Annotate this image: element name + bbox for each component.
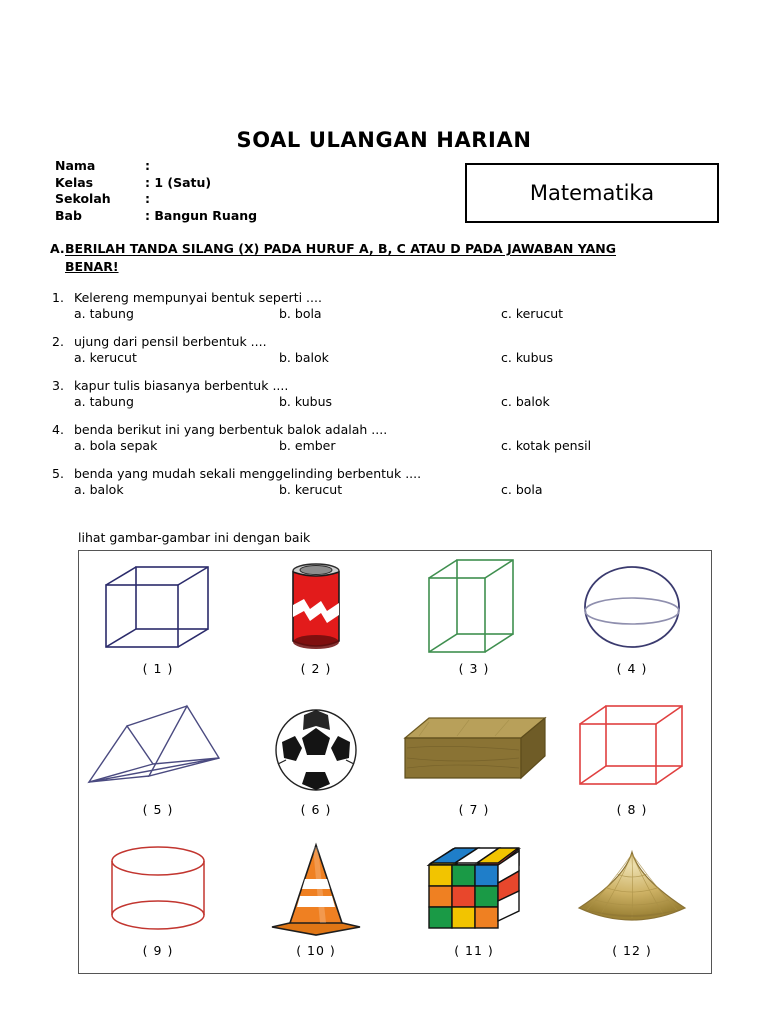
question-number: 4.: [52, 422, 64, 437]
identity-row-bab: [55, 208, 257, 225]
wireframe-cube-navy-icon: [79, 554, 237, 659]
figure-caption: ( 7 ): [458, 802, 490, 817]
option-c[interactable]: c. kerucut: [501, 306, 564, 321]
figure-caption: ( 11 ): [454, 943, 494, 958]
question-options: [74, 350, 722, 365]
figure-caption: ( 4 ): [616, 661, 648, 676]
question-5: [52, 466, 722, 497]
question-options: [74, 482, 722, 497]
identity-value: : Bangun Ruang: [145, 207, 258, 223]
figure-grid: [78, 550, 712, 974]
figure-caption: ( 12 ): [612, 943, 652, 958]
option-b[interactable]: b. bola: [279, 306, 322, 321]
wireframe-cylinder-red-icon: [79, 836, 237, 941]
option-b[interactable]: b. ember: [279, 438, 336, 453]
instruction-line-2-text: BENAR!: [65, 259, 119, 274]
question-stem: [52, 378, 722, 393]
triangular-prism-blue-icon: [79, 695, 237, 800]
question-text: benda yang mudah sekali menggelinding berbentuk ....: [74, 466, 422, 481]
figure-caption: ( 3 ): [458, 661, 490, 676]
identity-label: Bab: [55, 207, 82, 223]
identity-value: :: [145, 158, 150, 173]
figure-cell-3: [395, 551, 553, 692]
figure-caption: ( 8 ): [616, 802, 648, 817]
figure-cell-9: [79, 833, 237, 974]
identity-row-sekolah: [55, 191, 257, 208]
question-3: [52, 378, 722, 409]
identity-block: [55, 158, 257, 224]
subject-label: Matematika: [529, 181, 655, 205]
question-2: [52, 334, 722, 365]
option-a[interactable]: a. tabung: [74, 306, 134, 321]
instruction-line-2: [65, 258, 716, 276]
question-text: Kelereng mempunyai bentuk seperti ....: [74, 290, 322, 305]
question-text: kapur tulis biasanya berbentuk ....: [74, 378, 289, 393]
figure-cell-12: [553, 833, 711, 974]
question-options: [74, 394, 722, 409]
figure-caption: ( 2 ): [300, 661, 332, 676]
instruction-block: [50, 240, 716, 276]
identity-label: Kelas: [55, 174, 94, 190]
figure-cell-11: [395, 833, 553, 974]
question-4: [52, 422, 722, 453]
figure-caption: ( 1 ): [142, 661, 174, 676]
sphere-wireframe-icon: [553, 554, 711, 659]
option-b[interactable]: b. balok: [279, 350, 329, 365]
question-number: 3.: [52, 378, 64, 393]
identity-row-kelas: [55, 175, 257, 192]
figure-section-caption: lihat gambar-gambar ini dengan baik: [78, 530, 311, 545]
option-a[interactable]: a. tabung: [74, 394, 134, 409]
question-options: [74, 306, 722, 321]
figure-cell-2: [237, 551, 395, 692]
figure-cell-10: [237, 833, 395, 974]
option-c[interactable]: c. balok: [501, 394, 550, 409]
option-a[interactable]: a. bola sepak: [74, 438, 158, 453]
option-c[interactable]: c. bola: [501, 482, 543, 497]
question-options: [74, 438, 722, 453]
identity-label: Sekolah: [55, 191, 111, 206]
conical-straw-hat-icon: [553, 836, 711, 941]
instruction-letter: A.: [50, 241, 65, 256]
soccer-ball-icon: [237, 695, 395, 800]
option-c[interactable]: c. kotak pensil: [501, 438, 592, 453]
figure-cell-7: [395, 692, 553, 833]
question-text: ujung dari pensil berbentuk ....: [74, 334, 267, 349]
identity-value: :: [145, 191, 150, 206]
identity-row-nama: [55, 158, 257, 175]
question-number: 5.: [52, 466, 64, 481]
figure-cell-6: [237, 692, 395, 833]
figure-row-2: [79, 692, 711, 833]
question-stem: [52, 466, 722, 481]
figure-cell-1: [79, 551, 237, 692]
question-stem: [52, 422, 722, 437]
instruction-line-1-text: BERILAH TANDA SILANG (X) PADA HURUF A, B, C ATAU D PADA JAWABAN YANG: [65, 241, 616, 256]
wireframe-box-green-icon: [395, 554, 553, 659]
figure-row-1: [79, 551, 711, 692]
question-number: 1.: [52, 290, 64, 305]
figure-cell-5: [79, 692, 237, 833]
identity-label: Nama: [55, 158, 96, 173]
option-b[interactable]: b. kerucut: [279, 482, 343, 497]
question-text: benda berikut ini yang berbentuk balok adalah ....: [74, 422, 388, 437]
subject-box: [465, 163, 719, 223]
question-number: 2.: [52, 334, 64, 349]
figure-caption: ( 10 ): [296, 943, 336, 958]
figure-caption: ( 9 ): [142, 943, 174, 958]
option-a[interactable]: a. balok: [74, 482, 124, 497]
page-title: SOAL ULANGAN HARIAN: [236, 128, 532, 152]
figure-caption: ( 5 ): [142, 802, 174, 817]
soda-can-red-icon: [237, 554, 395, 659]
question-list: [52, 290, 722, 510]
identity-value: : 1 (Satu): [145, 174, 212, 190]
wooden-block-icon: [395, 695, 553, 800]
figure-cell-8: [553, 692, 711, 833]
question-stem: [52, 290, 722, 305]
question-stem: [52, 334, 722, 349]
option-c[interactable]: c. kubus: [501, 350, 553, 365]
figure-caption: ( 6 ): [300, 802, 332, 817]
instruction-line-1: [65, 240, 716, 258]
option-b[interactable]: b. kubus: [279, 394, 333, 409]
wireframe-cube-red-icon: [553, 695, 711, 800]
traffic-cone-orange-icon: [237, 836, 395, 941]
question-1: [52, 290, 722, 321]
figure-row-3: [79, 833, 711, 974]
figure-cell-4: [553, 551, 711, 692]
option-a[interactable]: a. kerucut: [74, 350, 137, 365]
rubiks-cube-icon: [395, 836, 553, 941]
